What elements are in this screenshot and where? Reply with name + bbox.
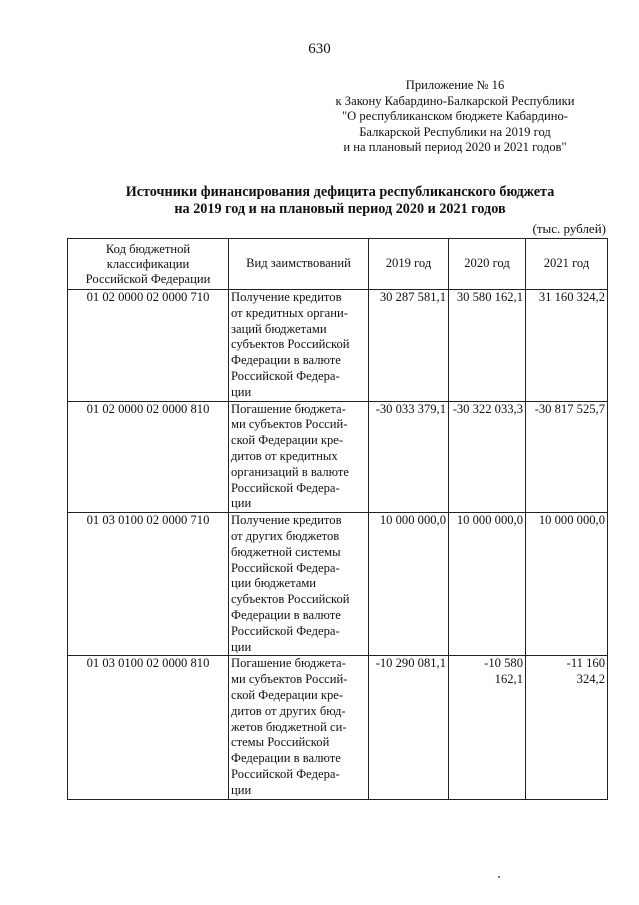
scan-speck [498,876,500,878]
page-number: 630 [308,41,331,57]
document-title [70,184,610,218]
row-value-2020: -10 580 162,1 [449,656,526,799]
table-header-row [68,239,608,290]
row-type: Погашение бюджета- ми субъектов Россий- ской Федерации кре- дитов от кредитных организаций в валюте Российской Федера- ции [229,401,369,513]
row-value-2019: -10 290 081,1 [369,656,449,799]
appendix-line-1: Приложение № 16 [405,78,505,92]
row-value-2021: 10 000 000,0 [526,513,608,656]
row-value-2019: -30 033 379,1 [369,401,449,513]
row-value-2019: 10 000 000,0 [369,513,449,656]
row-value-2019: 30 287 581,1 [369,290,449,402]
table-row [68,401,608,513]
row-value-2021: 31 160 324,2 [526,290,608,402]
header-2019: 2019 год [369,239,449,290]
table-row [68,290,608,402]
row-value-2020: 10 000 000,0 [449,513,526,656]
row-type: Погашение бюджета- ми субъектов Россий- ской Федерации кре- дитов от других бюд- жетов бюджетной си- стемы Российской Федерации в валюте Российской Федера- ции [229,656,369,799]
appendix-line-3: "О республиканском бюджете Кабардино- [342,109,568,124]
row-value-2020: -30 322 033,3 [449,401,526,513]
header-2020: 2020 год [449,239,526,290]
appendix-line-2: к Закону Кабардино-Балкарской Республики [335,93,575,108]
row-type: Получение кредитов от кредитных органи- заций бюджетами субъектов Российской Федерации в валюте Российской Федера- ции [229,290,369,402]
table-row [68,513,608,656]
row-value-2021: -30 817 525,7 [526,401,608,513]
header-code: Код бюджетной классификации Российской Федерации [68,239,229,290]
units-label: (тыс. рублей) [532,221,606,236]
row-code: 01 02 0000 02 0000 710 [68,290,229,402]
row-code: 01 03 0100 02 0000 810 [68,656,229,799]
row-value-2021: -11 160 324,2 [526,656,608,799]
row-type: Получение кредитов от других бюджетов бюджетной системы Российской Федера- ции бюджетами субъектов Российской Федерации в валюте Российской Федера- ции [229,513,369,656]
title-line-2: на 2019 год и на плановый период 2020 и 2021 годов [174,201,506,217]
appendix-line-5: и на плановый период 2020 и 2021 годов" [343,140,567,155]
appendix-line-4: Балкарской Республики на 2019 год [359,124,551,139]
row-value-2020: 30 580 162,1 [449,290,526,402]
row-code: 01 03 0100 02 0000 710 [68,513,229,656]
table-row [68,656,608,799]
title-line-1: Источники финансирования дефицита республиканского бюджета [125,184,555,200]
header-type: Вид заимствований [229,239,369,290]
financing-table [67,238,608,800]
row-code: 01 02 0000 02 0000 810 [68,401,229,513]
header-2021: 2021 год [526,239,608,290]
appendix-header [320,78,590,156]
